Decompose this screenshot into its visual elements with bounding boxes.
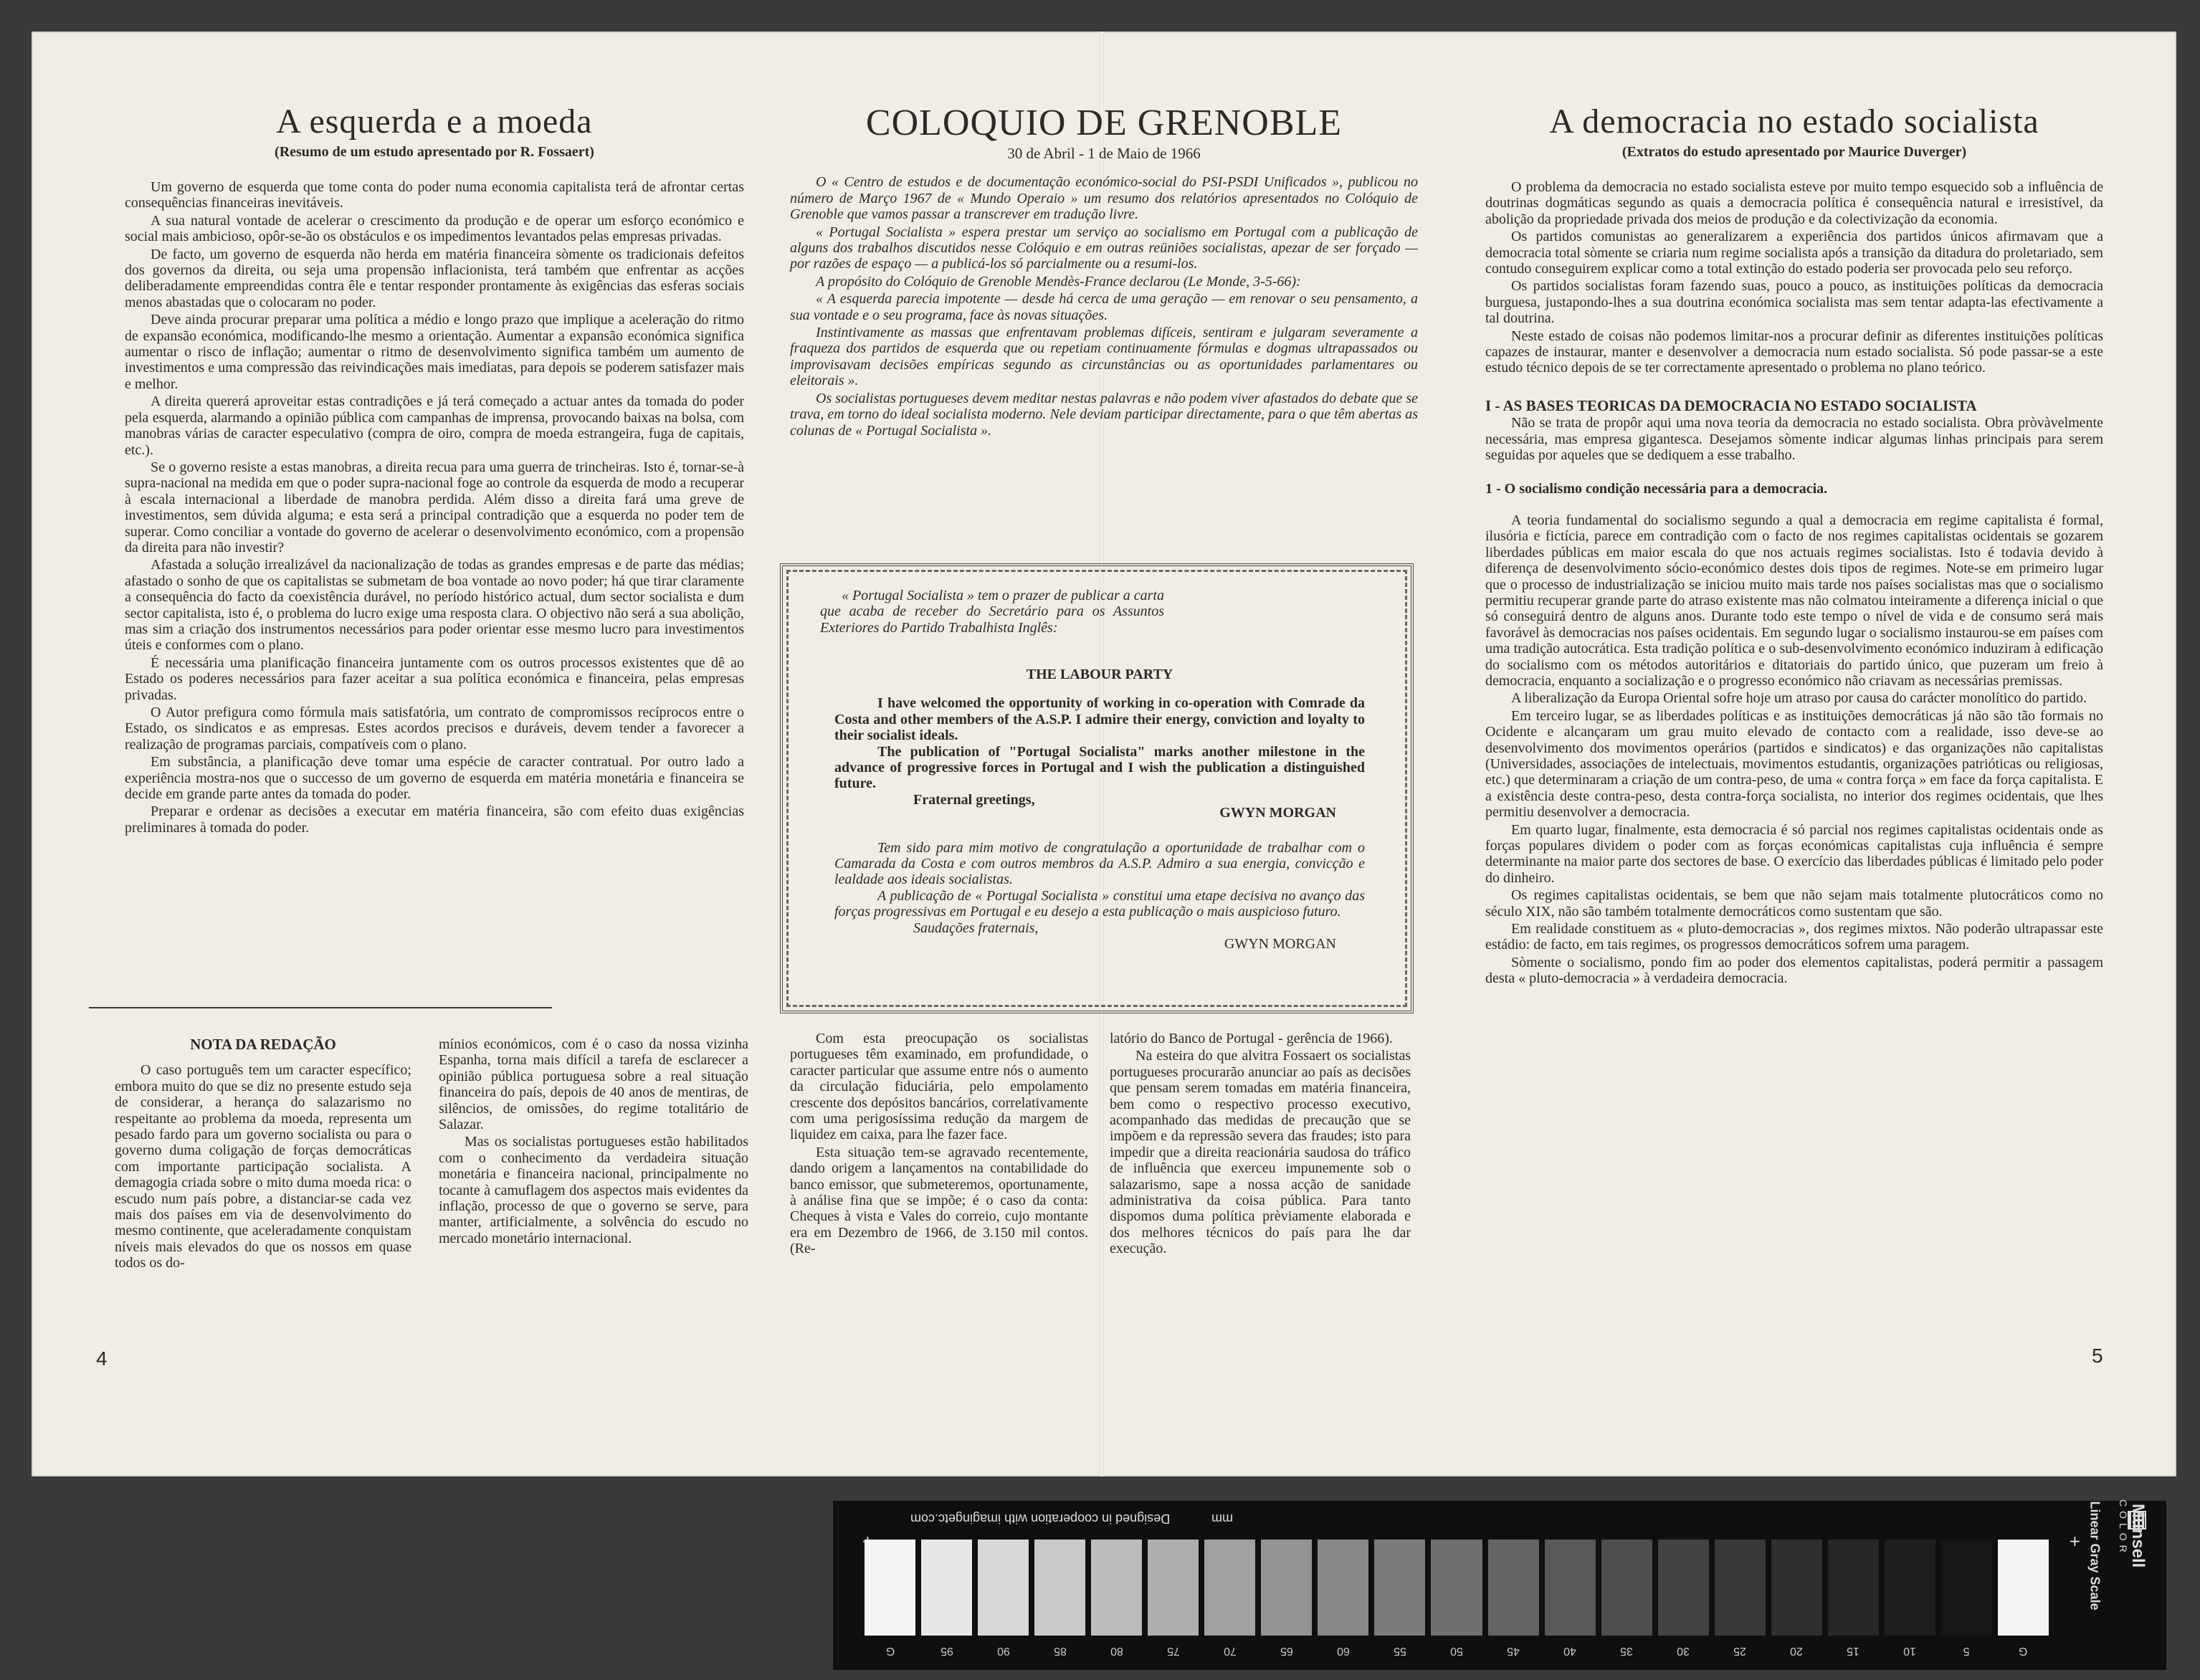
- right-section2-paragraph: Em quarto lugar, finalmente, esta democracia é só parcial nos regimes capitalistas ocidentais onde as forças populares dividem o poder com as forças económicas capitalistas cuja influência é sempre determinante na maior parte dos sectores de base. O exercício das liberdades públicas é limitado pelo poder do dinheiro.: [1485, 821, 2103, 886]
- section-2-body: [1485, 512, 2103, 987]
- gray-patch: [1261, 1540, 1312, 1636]
- left-article: [125, 102, 744, 837]
- page-number-right: 5: [2092, 1345, 2103, 1367]
- center-intro: [790, 174, 1418, 439]
- card-mm-label: mm: [1211, 1512, 1233, 1526]
- gray-patch-label: 60: [1337, 1645, 1350, 1657]
- gray-patch: [921, 1540, 972, 1636]
- gray-patch-label: 55: [1394, 1645, 1406, 1657]
- right-intro-paragraph: O problema da democracia no estado socialista esteve por muito tempo esquecido sob a influência de doutrinas dogmáticas segundo as quais a democracia política é consequência natural e irresistível, da abolição da propriedade privada dos meios de produção e da colectivização da economia.: [1485, 179, 2103, 227]
- gray-patch-label: 40: [1563, 1645, 1576, 1657]
- letter-greeting: Fraternal greetings,: [913, 791, 1035, 808]
- left-article-title: A esquerda e a moeda: [276, 102, 593, 140]
- gray-patch-label: 90: [996, 1645, 1010, 1657]
- right-section2-paragraph: Sòmente o socialismo, pondo fim ao poder dos elementos capitalistas, poderá permitir a passagem desta « pluto-democracia » à verdadeira democracia.: [1485, 954, 2103, 987]
- trans-p1: Tem sido para mim motivo de congratulação a oportunidade de trabalhar com o Camarada da Costa e com outros membros da A.S.P. Admiro a sua energia, convicção e lealdade aos ideais socialistas.: [834, 839, 1365, 888]
- center-lower-paragraph: Com esta preocupação os socialistas portugueses têm examinado, em profundidade, o caracter particular que assume entre nós o aumento da circulação fiduciária, pelo empolamento crescente dos depósitos bancários, correlativamente com uma perigosíssima redução da margem de liquidez em caixa, para lhe fazer face.: [790, 1031, 1088, 1143]
- left-paragraph: É necessária uma planificação financeira juntamente com os outros processos existentes que dê ao Estado os poderes necessários para fazer aceitar a sua política económica e financeira, pelas empresas privadas.: [125, 654, 744, 703]
- gray-patch-label: 20: [1790, 1645, 1804, 1657]
- card-brand: Munsell: [2128, 1504, 2148, 1568]
- card-brand-sub: COLOR: [2118, 1499, 2129, 1557]
- gray-patch-label: 10: [1903, 1645, 1917, 1657]
- gray-patch: [865, 1540, 915, 1636]
- crosshair-right: +: [2069, 1532, 2081, 1550]
- nota-divider: [89, 1007, 552, 1008]
- left-paragraph: Preparar e ordenar as decisões a executar em matéria financeira, são com efeito duas exigências preliminares à tomada do poder.: [125, 803, 744, 836]
- left-paragraph: Um governo de esquerda que tome conta do poder numa economia capitalista terá de afrontar certas consequências financeiras inevitáveis.: [125, 179, 744, 211]
- nota-title: NOTA DA REDAÇÃO: [190, 1036, 336, 1053]
- nota-col2: [439, 1036, 748, 1248]
- center-intro-paragraph: Instintivamente as massas que enfrentavam problemas difíceis, sentiram e julgaram severamente a fraqueza dos partidos de esquerda que ou repetiam continuamente fórmulas e dogmas ultrapassados ou improvisavam decisões empíricas segundo as circunstâncias ou as oportunidades parlamentares ou eleitorais ».: [790, 325, 1418, 389]
- right-section2-paragraph: Em realidade constituem as « pluto-democracias », dos regimes mixtos. Não poderão ultrapassar este estádio: de facto, em tais regimes, os progressos democráticos sofrem uma paragem.: [1485, 921, 2103, 953]
- right-article-subtitle: (Extratos do estudo apresentado por Maurice Duverger): [1622, 144, 1967, 160]
- trans-p2: A publicação de « Portugal Socialista » constitui uma etape decisiva no avanço das forças progressivas em Portugal e eu desejo a esta publicação o mais auspicioso futuro.: [834, 887, 1365, 920]
- box-heading: THE LABOUR PARTY: [1026, 667, 1173, 682]
- center-intro-paragraph: O « Centro de estudos e de documentação económico-social do PSI-PSDI Unificados », publicou no número de Março 1967 de « Mundo Operaio » um resumo dos relatórios apresentados no Colóquio de Grenoble que vamos passar a transcrever em tradução livre.: [790, 174, 1418, 223]
- card-product: Linear Gray Scale: [2087, 1501, 2103, 1610]
- gray-patch: [1034, 1540, 1085, 1636]
- gray-patch: [1545, 1540, 1596, 1636]
- gray-patch: [1091, 1540, 1142, 1636]
- gray-patch-label: 80: [1110, 1645, 1123, 1657]
- gray-patch: [1148, 1540, 1199, 1636]
- left-paragraph: Afastada a solução irrealizável da nacionalização de todas as grandes empresas e de parte das médias; afastado o sonho de que os capitalistas se submetam de boa vontade ao novo poder; há que tirar claramente a consequência do facto da coexistência durável, no período histórico actual, dum sector socialista e dum sector capitalista, isto é, o problema do lucro exige uma resposta clara. O objectivo não será a sua abolição, mas sim a criação dos instrumentos necessários para poder orientar esse mesmo lucro para investimentos úteis e conformes com o plano.: [125, 557, 744, 654]
- gray-patch-label: 95: [940, 1645, 953, 1657]
- gray-patch-label: 25: [1733, 1645, 1747, 1657]
- gray-patch: [1601, 1540, 1652, 1636]
- box-intro: « Portugal Socialista » tem o prazer de publicar a carta que acaba de receber do Secretário para os Assuntos Exteriores do Partido Trabalhista Inglês:: [820, 588, 1164, 636]
- gray-patch: [1204, 1540, 1255, 1636]
- card-credit-text: Designed in cooperation with imagingetc.com: [910, 1512, 1171, 1526]
- gray-patch-label: 75: [1166, 1645, 1180, 1657]
- center-lower-col1: [790, 1031, 1088, 1259]
- left-article-subtitle: (Resumo de um estudo apresentado por R. Fossaert): [275, 144, 594, 160]
- left-article-body: [125, 179, 744, 836]
- gray-patch: [1828, 1540, 1879, 1636]
- gray-patch-label: 45: [1507, 1645, 1520, 1657]
- gray-patch: [1374, 1540, 1425, 1636]
- right-intro-paragraph: Os partidos comunistas ao generalizarem a experiência dos partidos únicos afirmavam que a democracia total sòmente se criaria num regime socialista após a transição da ditadura do proletariado, sem contudo conseguirem explicar como a total extinção do estado poderia ser provocada pelo seu reforço.: [1485, 229, 2103, 277]
- gray-patch: [978, 1540, 1029, 1636]
- section-1-heading: I - AS BASES TEORICAS DA DEMOCRACIA NO ESTADO SOCIALISTA: [1485, 396, 1977, 414]
- crosshair-left: +: [862, 1532, 874, 1550]
- right-intro-paragraph: Neste estado de coisas não podemos limitar-nos a procurar definir as diferentes instituições políticas capazes de instaurar, manter e desenvolver a democracia num estado socialista. Só pode passar-se a este estudo técnico depois de se ter correctamente apresentado o problema no plano teórico.: [1485, 328, 2103, 376]
- trans-greeting: Saudações fraternais,: [913, 920, 1039, 936]
- gray-patch-label: G: [2019, 1645, 2028, 1657]
- right-section2-paragraph: A liberalização da Europa Oriental sofre hoje um atraso por causa do carácter monolítico do partido.: [1511, 690, 2087, 707]
- right-article-title: A democracia no estado socialista: [1549, 102, 2039, 140]
- gray-patch: [1998, 1540, 2049, 1636]
- gray-patch: [1715, 1540, 1766, 1636]
- center-intro-paragraph: A propósito do Colóquio de Grenoble Mendès-France declarou (Le Monde, 3-5-66):: [816, 273, 1301, 290]
- letter-p1: I have welcomed the opportunity of working in co-operation with Comrade da Costa and other members of the A.S.P. I admire their energy, conviction and loyalty to their socialist ideals.: [834, 695, 1365, 744]
- center-lower-paragraph: Esta situação tem-se agravado recentemente, dando origem a lançamentos na contabilidade do banco emissor, que submeteremos, oportunamente, à análise fina que se impõe; é o caso da conta: Cheques à vista e Vales do correio, cujo montante era em Dezembro de 1966, de 3.150 mil contos. (Re-: [790, 1144, 1088, 1257]
- gray-patch: [1488, 1540, 1539, 1636]
- letter-signature: GWYN MORGAN: [1219, 805, 1336, 821]
- section-1-text: Não se trata de propôr aqui uma nova teoria da democracia no estado socialista. Obra pròvàvelmente necessária, mas empresa gigantesca. Desejamos sòmente indicar algumas linhas principais para serem seguidas por aqueles que se dediquem a esse trabalho.: [1485, 415, 2103, 464]
- center-lower-col2: [1110, 1031, 1411, 1259]
- right-intro: [1485, 179, 2103, 376]
- center-intro-paragraph: « Portugal Socialista » espera prestar um serviço ao socialismo em Portugal com a publicação de alguns dos trabalhos discutidos nesse Colóquio e em outras reüniões socialistas, apezar de ser forçado — por razões de espaço — a publicá-los só parcialmente ou a resumi-los.: [790, 224, 1418, 272]
- gray-patch: [1658, 1540, 1709, 1636]
- left-paragraph: De facto, um governo de esquerda não herda em matéria financeira sòmente os tradicionais defeitos dos governos da direita, ou seja uma propensão inflacionista, terá também que enfrentar as acções deliberadamente empreendidas contra êle e tentar responder prontamente às exigências das esferas sociais menos abastadas que o colocaram no poder.: [125, 246, 744, 310]
- left-paragraph: A sua natural vontade de acelerar o crescimento da produção e de operar um esforço económico e social mais ambicioso, opôr-se-ão os obstáculos e os impedimentos levantados pelas empresas privadas.: [125, 212, 744, 245]
- gray-patch-label: 5: [1963, 1645, 1970, 1657]
- left-paragraph: O Autor prefigura como fórmula mais satisfatória, um contrato de compromissos recíprocos entre o Estado, os sindicatos e as empresas. Estes acordos precisos e duráveis, devem tender a favorecer a realização de programas parciais, compatíveis com o plano.: [125, 705, 744, 753]
- center-title: COLOQUIO DE GRENOBLE: [865, 102, 1343, 143]
- left-paragraph: A direita quererá aproveitar estas contradições e já terá começado a actuar antes da tomada do poder pela esquerda, alarmando a opinião pública com campanhas de imprensa, provocando baixas na bolsa, com manobras várias de caracter especulativo (compra de oiro, compra de moeda estrangeira, fuga de capitais, etc.).: [125, 393, 744, 458]
- nota-text-1: O caso português tem um caracter específico; embora muito do que se diz no presente estudo seja de considerar, a herança do salazarismo no respeitante ao problema da moeda, representa um pesado fardo para um governo socialista ou para o governo duma coligação de forças democráticas com importante participação socialista. A demagogia criada sobre o mito duma moeda rica: o escudo num país pobre, a distanciar-se cada vez mais dos países em via de desenvolvimento do mesmo continente, que aceleradamente conquistam níveis mais elevados do que os nossos em quase todos os do-: [115, 1062, 411, 1271]
- gray-patch-label: 65: [1280, 1645, 1293, 1657]
- left-paragraph: Em substância, a planificação deve tomar uma espécie de caracter contratual. Por outro lado a experiência mostra-nos que o successo de um governo de esquerda em matéria monetária e financeira se decide em grande parte antes da tomada do poder.: [125, 754, 744, 803]
- section-2-heading: 1 - O socialismo condição necessária para a democracia.: [1485, 480, 1828, 497]
- gray-patch-label: 50: [1450, 1645, 1463, 1657]
- right-intro-paragraph: Os partidos socialistas foram fazendo suas, pouco a pouco, as instituições políticas da democracia burguesa, justapondo-lhes a sua doutrina económica socialista mas sem tentar adapta-las efectivamente a tal doutrina.: [1485, 278, 2103, 327]
- gray-patch-label: 30: [1677, 1645, 1690, 1657]
- gray-patch-label: G: [885, 1645, 895, 1657]
- gray-patch: [1941, 1540, 1992, 1636]
- left-paragraph: Deve ainda procurar preparar uma política a médio e longo prazo que implique a aceleração do ritmo de expansão económica, modificando-lhe mesmo a orientação. Aumentar a expansão económica significa aumentar o risco de inflação; aumentar o ritmo de desenvolvimento significa também um aumento de investimentos e uma compressão das reivindicações mais imediatas, para depois se poderem satisfazer mais e melhor.: [125, 312, 744, 392]
- munsell-gray-scale-card: [833, 1501, 2166, 1670]
- gray-patch: [1771, 1540, 1822, 1636]
- labour-party-letter-box: [780, 563, 1414, 1013]
- nota-col1: [115, 1036, 411, 1273]
- nota-text-2a: mínios económicos, com é o caso da nossa vizinha Espanha, torna mais difícil a tarefa de esclarecer a opinião pública portuguesa sobre a real situação financeira do país, depois de 40 anos de mentiras, de silêncios, de omissões, do regime totalitário de Salazar.: [439, 1036, 748, 1133]
- gray-patch-label: 35: [1620, 1645, 1634, 1657]
- center-intro-paragraph: « A esquerda parecia impotente — desde há cerca de uma geração — em renovar o seu pensamento, a sua vontade e o seu programa, face às novas situações.: [790, 291, 1418, 323]
- center-lower-paragraph: Na esteira do que alvitra Fossaert os socialistas portugueses procurarão anunciar ao país as decisões que pensam serem tomadas em matéria financeira, bem como o respectivo processo executivo, acompanhado das medidas de precaução que se impõem e da repressão severa das fraudes; isto para impedir que a direita reacionária saudosa do tráfico de influência que exerceu impunemente sob o salazarismo, sape a nossa acção de sanidade administrativa da coisa pública. Para tanto dispomos duma política prèviamente elaborada e dos melhores técnicos do país para lhe dar execução.: [1110, 1048, 1411, 1257]
- gray-patch: [1431, 1540, 1482, 1636]
- right-section2-paragraph: A teoria fundamental do socialismo segundo a qual a democracia em regime capitalista é formal, ilusória e fictícia, parece em contradição com o facto de nos regimes capitalistas ocidentais se gozarem liberdades públicas em maior escala do que nos actuais regimes socialistas. Isto é todavia devido à diferença de desenvolvimento sócio-económico destes dois tipos de regimes. Note-se em primeiro lugar que o processo de industrialização se iniciou muito mais tarde nos países socialistas mas que o socialismo permitiu recuperar grande parte do atraso existente mas não colmatou inteiramente a diferença inicial o que só conseguirá dentro de alguns anos. Durante todo este tempo o nível de vida e de consumo será mais favorável às democracias nos países ocidentais. Em segundo lugar o socialismo instaurou-se em países com uma tradição autocrática. Esta tradição política e o sub-desenvolvimento económico induziram à edificação do socialismo com os métodos autoritários e ditatoriais do partido único, que puzeram um freio à democracia, enquanto a socialização e o progresso económico não criavam as necessárias premissas.: [1485, 512, 2103, 689]
- nota-text-2b: Mas os socialistas portugueses estão habilitados com o conhecimento da verdadeira situação monetária e financeira nacional, principalmente no tocante à camuflagem dos aspectos mais evidentes da inflação, processo de que o governo se serve, para manter, artificialmente, a solvência do escudo no mercado monetário internacional.: [439, 1134, 748, 1246]
- right-section2-paragraph: Em terceiro lugar, se as liberdades políticas e as instituições democráticas já não são tão formais no Ocidente e alcançaram um grau muito elevado de contacto com a realidade, isso deve-se ao desenvolvimento dos movimentos operários (partidos e sindicatos) e das organizações não capitalistas (Universidades, associações de intelectuais, movimentos estudantis, organizações patrióticas ou religiosas, etc.) que determinaram a criação de um contra-peso, de uma « contra força » em face da força capitalista. E a existência deste contra-peso, desta contra-força socialista, no interior dos regimes ocidentais, que lhes permitiu desenvolver a democracia.: [1485, 707, 2103, 821]
- center-lower-paragraph: latório do Banco de Portugal - gerência de 1966).: [1110, 1031, 1393, 1046]
- gray-patch-label: 85: [1053, 1645, 1067, 1657]
- page-number-left: 4: [96, 1347, 108, 1370]
- center-intro-paragraph: Os socialistas portugueses devem meditar nestas palavras e não podem viver afastados do debate que se trava, em torno do ideal socialista moderno. Nele deviam participar directamente, para o que têm abertas as colunas de « Portugal Socialista ».: [790, 390, 1418, 439]
- center-date: 30 de Abril - 1 de Maio de 1966: [1007, 145, 1201, 162]
- gray-patch-label: 70: [1223, 1645, 1237, 1657]
- left-paragraph: Se o governo resiste a estas manobras, a direita recua para uma guerra de trincheiras. Isto é, tornar-se-à supra-nacional na medida em que o poder supra-nacional foge ao controle da esquerda de modo a recuperar à escala internacional a liberdade de manobra perdida. Além disso a direita fará uma greve de investimentos, sem dúvida alguma; e esta será a principal contradição que a esquerda no poder tem de superar. Como conciliar a vontade do governo de acelerar o desenvolvimento económico, com a propensão da direita para não investir?: [125, 459, 744, 555]
- gray-patch: [1318, 1540, 1368, 1636]
- center-article: [790, 102, 1418, 440]
- gray-patch-label: 15: [1847, 1645, 1860, 1657]
- gray-patch: [1885, 1540, 1935, 1636]
- right-section2-paragraph: Os regimes capitalistas ocidentais, se bem que não sejam mais totalmente plutocráticos como no século XIX, não são também totalmente democráticos como sustentam que são.: [1485, 887, 2103, 920]
- right-article: [1485, 102, 2103, 988]
- trans-signature: GWYN MORGAN: [1224, 936, 1336, 953]
- letter-p2: The publication of "Portugal Socialista" marks another milestone in the advance of progressive forces in Portugal and I wish the publication a distinguished future.: [834, 743, 1365, 792]
